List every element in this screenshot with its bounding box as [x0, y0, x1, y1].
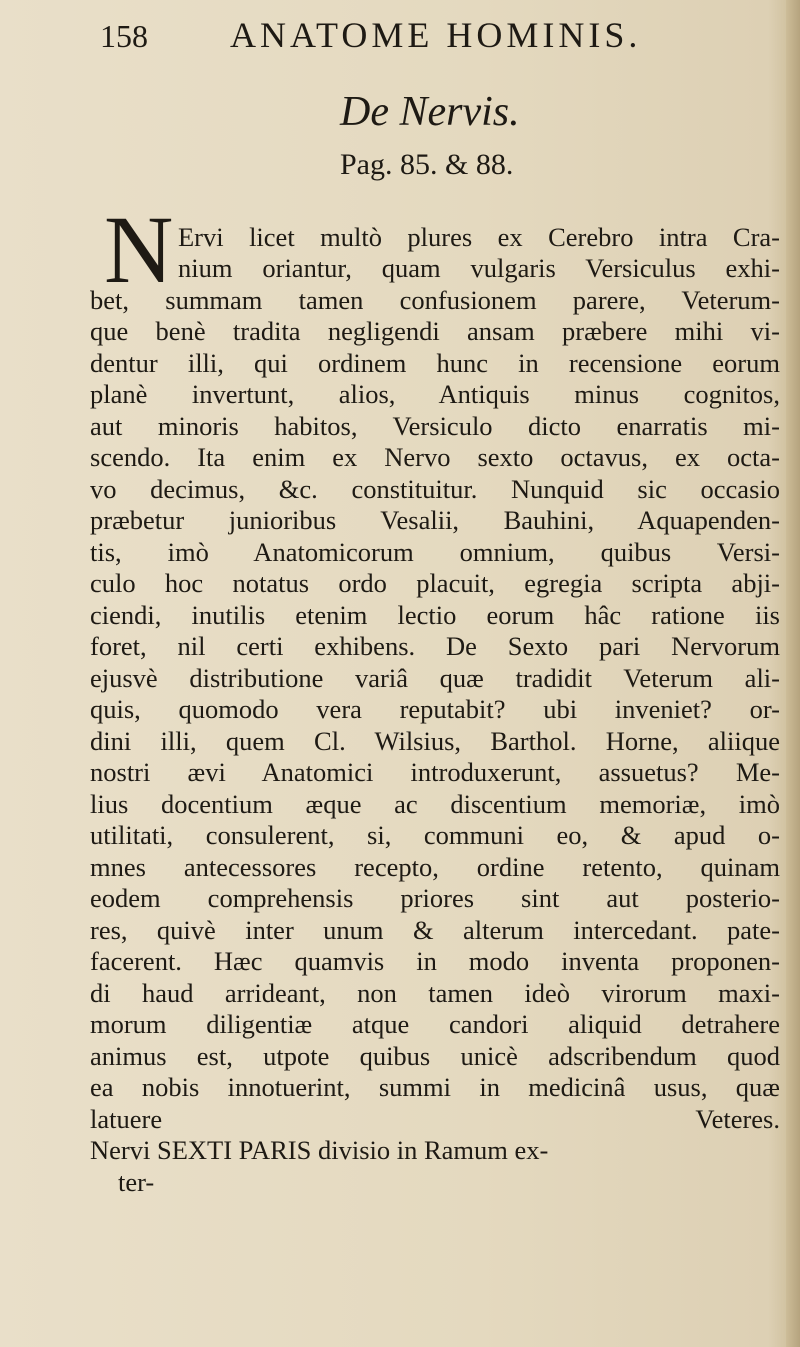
text-line: que benè tradita negligendi ansam præbere mihi vi- [90, 316, 780, 346]
page-header [100, 12, 720, 62]
text-line: eodem comprehensis priores sint aut posterio- [90, 883, 780, 913]
text-line: foret, nil certi exhibens. De Sexto pari Nervorum [90, 631, 780, 661]
text-line: Nervi SEXTI PARIS divisio in Ramum ex- [90, 1135, 549, 1165]
text-line: ejusvè distributione variâ quæ tradidit Veterum ali- [90, 662, 780, 693]
text-line: ea nobis innotuerint, summi in medicinâ usus, quæ [90, 1072, 780, 1102]
subheading-line: ter- [118, 1166, 155, 1197]
text-line: scendo. Ita enim ex Nervo sexto octavus, ex octa- [90, 442, 780, 472]
section-title: De Nervis. [340, 89, 520, 135]
text-line: tis, imò Anatomicorum omnium, quibus Versi- [90, 536, 780, 567]
text-line: facerent. Hæc quamvis in modo inventa proponen- [90, 946, 780, 976]
text-line: planè invertunt, alios, Antiquis minus cognitos, [90, 379, 780, 409]
text-line: dentur illi, qui ordinem hunc in recensione eorum [90, 347, 780, 378]
text-line: aut minoris habitos, Versiculo dicto enarratis mi- [90, 410, 780, 441]
drop-initial: N [104, 196, 174, 303]
page-edge [786, 0, 800, 1347]
text-line: mnes antecessores recepto, ordine retento, quinam [90, 851, 780, 882]
text-line: lius docentium æque ac discentium memoriæ, imò [90, 788, 780, 819]
text-line: di haud arrideant, non tamen ideò virorum maxi- [90, 977, 780, 1008]
text-line: bet, summam tamen confusionem parere, Veterum- [90, 284, 780, 315]
text-line: vo decimus, &c. constituitur. Nunquid sic occasio [90, 473, 780, 504]
text-line: nostri ævi Anatomici introduxerunt, assuetus? Me- [90, 757, 780, 787]
text-line: animus est, utpote quibus unicè adscribendum quod [90, 1040, 780, 1071]
catchword [90, 1198, 780, 1230]
text-line: culo hoc notatus ordo placuit, egregia scripta abji- [90, 568, 780, 598]
running-title: ANATOME HOMINIS. [230, 15, 642, 55]
text-line: nium oriantur, quam vulgaris Versiculus exhi- [178, 253, 780, 283]
text-line: præbetur junioribus Vesalii, Bauhini, Aquapenden- [90, 505, 780, 535]
text-line: res, quivè inter unum & alterum intercedant. pate- [90, 914, 780, 945]
page-number: 158 [100, 18, 148, 54]
body-text [90, 178, 780, 1230]
text-line: morum diligentiæ atque candori aliquid detrahere [90, 1009, 780, 1039]
text-line: latuere Veteres. [90, 1103, 780, 1134]
text-line: ciendi, inutilis etenim lectio eorum hâc ratione iis [90, 599, 780, 630]
text-line: dini illi, quem Cl. Wilsius, Barthol. Horne, aliique [90, 725, 780, 756]
text-line: Ervi licet multò plures ex Cerebro intra Cra- [178, 221, 780, 252]
text-line: utilitati, consulerent, si, communi eo, & apud o- [90, 820, 780, 850]
text-line: quis, quomodo vera reputabit? ubi inveniet? or- [90, 694, 780, 724]
page-reference: Pag. 85. & 88. [340, 148, 514, 181]
